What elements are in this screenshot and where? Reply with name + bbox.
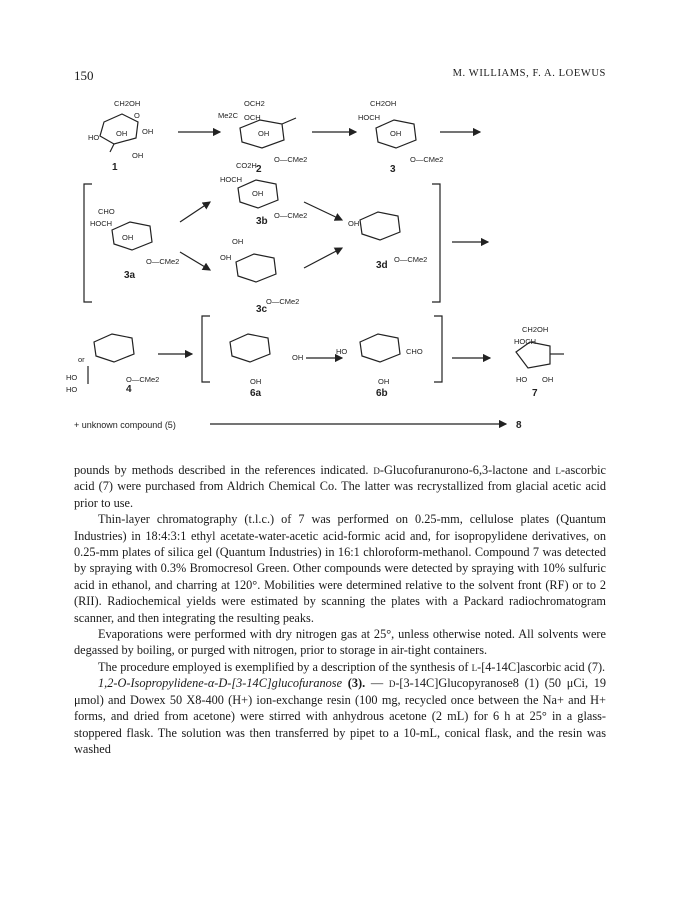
group-oh-6a-b: OH: [250, 377, 262, 386]
structure-6b: [360, 334, 400, 362]
group-oh-3c-ring: OH: [220, 253, 232, 262]
arrow-3a-3b: [180, 202, 210, 222]
group-ho-4a: HO: [66, 373, 78, 382]
group-hocho-7: HOCH: [514, 337, 537, 346]
paragraph-5: 1,2-O-Isopropylidene-α-D-[3-14C]glucofuranose (3). — d-[3-14C]Glucopyranose8 (1) (50 μCi, 19 μmol) and Dowex 50 X8-400 (H+) ion-exchange resin (100 mg, recycled once between the Na+ and H+ forms, and dried from acetone) were stirred with anhydrous acetone (2 mL) for 6 h at 25° in a glass-stoppered flask. The solution was then transferred by pipet to a 10-mL, conical flask, and the resin was washed: [74, 676, 606, 756]
unknown-compound: + unknown compound (5): [74, 420, 176, 430]
group-o-1: O: [134, 111, 140, 120]
group-cme2-2: O—CMe2: [274, 155, 308, 164]
group-oh-2: OH: [258, 129, 270, 138]
label-3b: 3b: [256, 216, 268, 227]
group-oh-1b: OH: [142, 127, 154, 136]
structure-3c: [236, 254, 276, 282]
paragraph-1: pounds by methods described in the references indicated. d-Glucofuranurono-6,3-lactone and l-ascorbic acid (7) were purchased from Aldrich Chemical Co. The latter was recrystallized from glacial acetic acid prior to use.: [74, 463, 606, 510]
group-ho-7: HO: [516, 375, 528, 384]
group-ch2oh-3: CH2OH: [370, 99, 397, 108]
group-cme2-3a: O—CMe2: [146, 257, 180, 266]
bracket-right: [432, 184, 440, 302]
group-oh-6b: OH: [378, 377, 390, 386]
group-hoch-3a: HOCH: [90, 219, 113, 228]
arrow-3a-3c: [180, 252, 210, 270]
group-cme2-3b: O—CMe2: [274, 211, 308, 220]
bracket-left: [84, 184, 92, 302]
procedure-title: 1,2-O-Isopropylidene-α-D-[3-14C]glucofuranose: [98, 676, 343, 691]
group-oh-7: OH: [542, 375, 554, 384]
group-ch2oh-1: CH2OH: [114, 99, 141, 108]
page-number: 150: [74, 68, 94, 83]
group-oh-3d: OH: [348, 219, 360, 228]
group-me2c-2: Me2C: [218, 111, 239, 120]
label-3c: 3c: [256, 304, 268, 315]
group-ch2oh-7: CH2OH: [522, 325, 549, 334]
group-cme2-3c: O—CMe2: [266, 297, 300, 306]
group-oh-3: OH: [390, 129, 402, 138]
structure-6a: [230, 334, 270, 362]
paragraph-4: The procedure employed is exemplified by a description of the synthesis of l-[4-14C]ascorbic acid (7).: [98, 659, 606, 674]
group-or-4: or: [78, 355, 85, 364]
structure-3d: [360, 212, 400, 240]
label-7: 7: [532, 388, 538, 399]
group-ho-4b: HO: [66, 385, 78, 394]
paragraph-3: Evaporations were performed with dry nitrogen gas at 25°, unless otherwise noted. All solvents were degassed by boiling, or purged with nitrogen, prior to storage in air-tight containers.: [74, 627, 606, 658]
reaction-scheme: [60, 92, 620, 442]
group-cme2-4: O—CMe2: [126, 375, 160, 384]
group-cme2-3d: O—CMe2: [394, 255, 428, 264]
body-text: [74, 462, 606, 757]
group-cme2-3: O—CMe2: [410, 155, 444, 164]
group-ho-6b: HO: [336, 347, 348, 356]
page-header: [74, 68, 606, 84]
group-cho-6b: CHO: [406, 347, 423, 356]
group-cho-3a: CHO: [98, 207, 115, 216]
group-hoch-3: HOCH: [358, 113, 381, 122]
bracket-left-2: [202, 316, 210, 382]
arrow-3c-3d: [304, 248, 342, 268]
label-4: 4: [126, 384, 132, 395]
label-1: 1: [112, 162, 118, 173]
label-3d: 3d: [376, 260, 388, 271]
group-oh-3c: OH: [232, 237, 244, 246]
running-head: M. WILLIAMS, F. A. LOEWUS: [452, 68, 606, 79]
paragraph-2: Thin-layer chromatography (t.l.c.) of 7 was performed on 0.25-mm, cellulose plates (Quantum Industries) in 18:4:3:1 ethyl acetate-water-acetic acid-formic acid and, for isopropylidene derivatives, on 0.25-mm plates of silica gel (Quantum Industries) in 16:1 chloroform-methanol. Compound 7 was detected by spraying with 0.3% Bromocresol Green. Other compounds were detected by spraying with 10% sulfuric acid in ethanol, and charring at 120°. Mobilities were determined relative to the solvent front (RF) or to 2 (RII). Radiochemical yields were estimated by scanning the plates with a Packard radiochromatogram scanner, and then integrating the resulting peaks.: [74, 512, 606, 625]
bracket-right-2: [434, 316, 442, 382]
label-8: 8: [516, 420, 522, 431]
group-oh-6a: OH: [292, 353, 304, 362]
group-oh-1a: OH: [116, 129, 128, 138]
group-oh-3a: OH: [122, 233, 134, 242]
label-6b: 6b: [376, 388, 388, 399]
group-oh-3b: OH: [252, 189, 264, 198]
group-och2-2: OCH2: [244, 99, 265, 108]
group-ho-1: HO: [88, 133, 100, 142]
label-2: 2: [256, 164, 262, 175]
group-oh-1c: OH: [132, 151, 144, 160]
label-6a: 6a: [250, 388, 262, 399]
label-3: 3: [390, 164, 396, 175]
group-hoch-3b: HOCH: [220, 175, 243, 184]
group-co2h-3b: CO2H: [236, 161, 257, 170]
arrow-3b-3d: [304, 202, 342, 220]
group-och-2: OCH: [244, 113, 261, 122]
label-3a: 3a: [124, 270, 136, 281]
